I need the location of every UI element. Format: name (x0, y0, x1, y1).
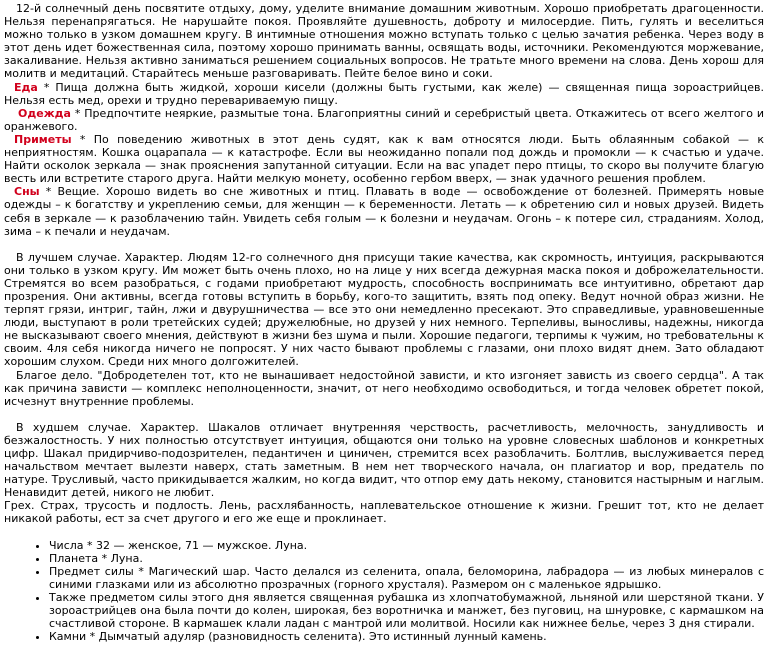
worst-case-paragraph: В худшем случае. Характер. Шакалов отличает внутренняя черствость, расчетливость, мелочность, занудливость и безжалостность. У них полностью отсутствует интуиция, общаются они только на уровне словесных шаблонов и конкретных цифр. Шакал придирчиво-подозрителен, педантичен и циничен, стремится всех разоблачить. Болтлив, выслуживается перед начальством мечтает вылезти наверх, стать заметным. В нем нет творческого начала, он плагиатор и вор, предатель по натуре. Трусливый, часто прикидывается жалким, но когда видит, что отпор ему дать некому, становится настырным и наглым. Ненавидит детей, никого не любит. (4, 420, 764, 500)
clothing-section (4, 107, 764, 133)
sin-paragraph: Грех. Страх, трусость и подлость. Лень, расхлябанность, наплевательское отношение к жизни. Грешит тот, кто не делает никакой работы, ест за счет другого и его же еще и проклинает. (4, 499, 764, 526)
omens-text: * По поведению животных в этот день судят, как к вам относятся люди. Быть облаянным собакой — к неприятностям. Кошка оцарапала — к катастрофе. Если вы неожиданно попали под дождь и промокли — к счастью и удаче. Найти осколок зеркала — знак прояснения запутанной ситуации. Если на вас упадет перо птицы, то скоро вы получите благую весть или встретите старого друга. Найти мелкую монету, особенно гербом вверх, — знак удачного решения проблем. (4, 132, 764, 186)
list-item-sacred-shirt: • Также предметом силы этого дня является священная рубашка из хлопчатобумажной, льняной или шерстяной ткани. У зороастрийцев она была почти до колен, широкая, без воротничка и манжет, без пуговиц, на шнуровке, с кармашком на счастливой стороне. В кармашек клали ладан с мантрой или молитвой. Носили как нижнее белье, через 3 дня стирали. (49, 591, 764, 630)
dreams-section (4, 185, 764, 237)
food-section (4, 81, 764, 107)
attributes-list (4, 539, 764, 644)
dreams-text: * Вещие. Хорошо видеть во сне животных и птиц. Плавать в воде — освобождение от болезней. Примерять новые одежды – к богатству и укреплению семьи, для женщин — к беременности. Летать — к обретению сил и новых друзей. Видеть себя в зеркале — к разоблачению тайн. Увидеть себя голым — к болезни и неудачам. Огонь – к потере сил, страданиям. Холод, зима – к печали и неудачам. (4, 185, 764, 238)
food-label: Еда (14, 80, 38, 94)
best-case-paragraph: В лучшем случае. Характер. Людям 12-го солнечного дня присущи такие качества, как скромность, интуиция, раскрываются они только в узком кругу. Им может быть очень плохо, но на лице у них всегда дежурная маска покоя и доброжелательности. Стремятся во всем разобраться, с годами приобретают мудрость, способность воспринимать все интуитивно, обретают дар прозрения. Они активны, всегда готовы вступить в борьбу, кого-то защитить, взять под опеку. Ведут ночной образ жизни. Не терпят грязи, интриг, тайн, лжи и двурушничества — все это они немедленно пресекают. Это справедливые, уравновешенные люди, выступают в роли третейских судей; дружелюбные, но друзей у них немного. Терпеливы, выносливы, надежны, никогда не высказывают своего мнения, действуют в жизни без шума и пыли. Хорошие педагоги, терпимы к чужим, но требовательны к своим. 4ля себя никогда ничего не попросят. У них часто бывают проблемы с глазами, они плохо видят днем. Зато обладают хорошим слухом. Среди них много долгожителей. (4, 250, 764, 369)
food-text: * Пища должна быть жидкой, хороши кисели (должны быть густыми, как желе) — священная пища зороастрийцев. Нельзя есть мед, орехи и трудно перевариваемую пищу. (4, 80, 764, 107)
list-item-planet: • Планета * Луна. (49, 552, 764, 565)
dreams-label: Сны (14, 185, 40, 199)
list-item-stones: • Камни * Дымчатый адуляр (разновидность селенита). Это истинный лунный камень. (49, 630, 764, 643)
clothing-label: Одежда (18, 106, 71, 120)
list-item-power-object: • Предмет силы * Магический шар. Часто делался из селенита, опала, беломорина, лабрадора — из любых минералов с синими глазками или из абсолютно прозрачных (горного хрусталя). Размером он с маленькое ядрышко. (49, 565, 764, 591)
intro-paragraph: 12-й солнечный день посвятите отдыху, дому, уделите внимание домашним животным. Хорошо приобретать драгоценности. Нельзя перенапрягаться. Не нарушайте покоя. Проявляйте душевность, доброту и милосердие. Пить, гулять и веселиться можно только в узком домашнем кругу. В интимные отношения можно вступать только с целью зачатия ребенка. Через воду в этот день идет божественная сила, поэтому хорошо принимать ванны, освящать воды, источники. Рекомендуются моржевание, закаливание. Нельзя активно заниматься решением социальных вопросов. Не тратьте много времени на слова. День хорош для молитв и медитаций. Старайтесь меньше разговаривать. Пейте белое вино и соки. (4, 2, 764, 81)
good-deed-paragraph: Благое дело. "Добродетелен тот, кто не вынашивает недостойной зависти, и кто изгоняет зависть из своего сердца". А так как причина зависти — комплекс неполноценности, значит, от него необходимо освободиться, и тогда человек обретет покой, исчезнут внутренние проблемы. (4, 368, 764, 408)
omens-section (4, 133, 764, 185)
omens-label: Приметы (14, 132, 72, 146)
clothing-text: * Предпочтите неяркие, размытые тона. Благоприятны синий и серебристый цвета. Откажитесь от всего желтого и оранжевого. (4, 106, 764, 133)
list-item-numbers: • Числа * 32 — женское, 71 — мужское. Луна. (49, 539, 764, 552)
